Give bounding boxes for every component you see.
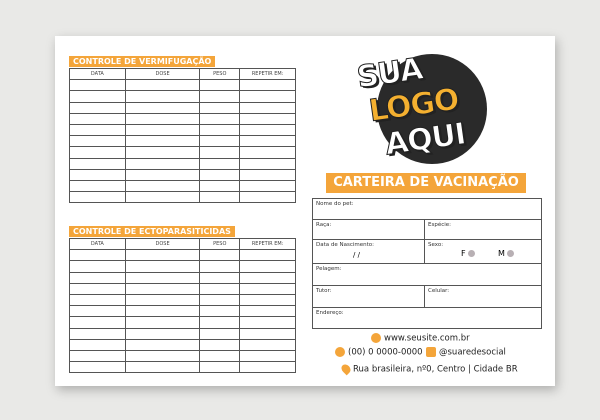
table-cell[interactable] bbox=[200, 136, 240, 147]
table-cell[interactable] bbox=[70, 102, 126, 113]
table-cell[interactable] bbox=[200, 339, 240, 350]
table-row bbox=[70, 136, 296, 147]
table-row bbox=[70, 147, 296, 158]
table-row bbox=[70, 91, 296, 102]
table-cell[interactable] bbox=[125, 294, 200, 305]
table-cell[interactable] bbox=[70, 339, 126, 350]
table-cell[interactable] bbox=[240, 180, 296, 191]
table-cell[interactable] bbox=[70, 283, 126, 294]
column-header: REPETIR EM: bbox=[240, 239, 296, 250]
table-cell[interactable] bbox=[125, 158, 200, 169]
ectoparasiticidas-title: CONTROLE DE ECTOPARASITICIDAS bbox=[69, 226, 235, 237]
table-cell[interactable] bbox=[70, 261, 126, 272]
field-sexo-label: Sexo: bbox=[428, 242, 444, 248]
field-raca[interactable]: Raça: bbox=[313, 220, 541, 240]
f-label: F bbox=[461, 249, 466, 258]
table-cell[interactable] bbox=[200, 147, 240, 158]
table-cell[interactable] bbox=[125, 80, 200, 91]
logo-line1: SUA bbox=[354, 51, 425, 96]
website-text: www.seusite.com.br bbox=[384, 333, 470, 344]
field-celular[interactable]: Celular: bbox=[428, 288, 450, 294]
table-cell[interactable] bbox=[240, 362, 296, 373]
table-cell[interactable] bbox=[240, 250, 296, 261]
table-cell[interactable] bbox=[125, 250, 200, 261]
instagram-icon bbox=[426, 347, 436, 357]
logo-line3: AQUI bbox=[382, 116, 468, 163]
table-cell[interactable] bbox=[200, 250, 240, 261]
table-cell[interactable] bbox=[240, 158, 296, 169]
table-cell[interactable] bbox=[70, 250, 126, 261]
table-cell[interactable] bbox=[200, 272, 240, 283]
field-endereco[interactable]: Endereço: bbox=[316, 310, 344, 316]
m-label: M bbox=[498, 249, 505, 258]
table-row bbox=[70, 294, 296, 305]
table-row bbox=[70, 113, 296, 124]
table-row bbox=[70, 306, 296, 317]
table-row bbox=[70, 192, 296, 203]
logo-line2: LOGO bbox=[367, 81, 461, 130]
globe-icon bbox=[371, 333, 381, 343]
address-text: Rua brasileira, nº0, Centro | Cidade BR bbox=[353, 364, 518, 375]
table-cell[interactable] bbox=[70, 91, 126, 102]
field-tutor[interactable]: Tutor: bbox=[313, 286, 541, 308]
table-row bbox=[70, 328, 296, 339]
field-nome[interactable]: Nome do pet: bbox=[313, 199, 541, 220]
table-cell[interactable] bbox=[125, 136, 200, 147]
table-cell[interactable] bbox=[70, 180, 126, 191]
table-cell[interactable] bbox=[240, 306, 296, 317]
table-cell[interactable] bbox=[125, 317, 200, 328]
table-cell[interactable] bbox=[125, 272, 200, 283]
table-cell[interactable] bbox=[125, 362, 200, 373]
address bbox=[342, 364, 518, 375]
table-cell[interactable] bbox=[240, 192, 296, 203]
table-cell[interactable] bbox=[70, 147, 126, 158]
table-cell[interactable] bbox=[240, 294, 296, 305]
table-cell[interactable] bbox=[240, 339, 296, 350]
table-cell[interactable] bbox=[240, 261, 296, 272]
table-cell[interactable] bbox=[70, 136, 126, 147]
field-nascimento[interactable]: Data de Nascimento: bbox=[313, 240, 541, 264]
column-header: DOSE bbox=[125, 69, 200, 80]
table-cell[interactable] bbox=[125, 169, 200, 180]
table-cell[interactable] bbox=[70, 169, 126, 180]
table-cell[interactable] bbox=[200, 283, 240, 294]
social-text: @suaredesocial bbox=[439, 347, 506, 358]
table-row bbox=[70, 362, 296, 373]
table-cell[interactable] bbox=[70, 192, 126, 203]
table-cell[interactable] bbox=[240, 169, 296, 180]
card-title: CARTEIRA DE VACINAÇÃO bbox=[326, 173, 526, 193]
table-row bbox=[70, 102, 296, 113]
table-cell[interactable] bbox=[200, 102, 240, 113]
column-header: REPETIR EM: bbox=[240, 69, 296, 80]
column-header: PESO bbox=[200, 239, 240, 250]
table-cell[interactable] bbox=[240, 283, 296, 294]
table-cell[interactable] bbox=[200, 169, 240, 180]
table-cell[interactable] bbox=[200, 261, 240, 272]
vermifugacao-table bbox=[69, 68, 296, 203]
table-cell[interactable] bbox=[240, 124, 296, 135]
table-row bbox=[70, 350, 296, 361]
table-cell[interactable] bbox=[240, 136, 296, 147]
table-row bbox=[70, 158, 296, 169]
table-cell[interactable] bbox=[125, 180, 200, 191]
sex-option-f[interactable] bbox=[461, 249, 475, 258]
table-cell[interactable] bbox=[240, 113, 296, 124]
table-row bbox=[70, 317, 296, 328]
social bbox=[426, 347, 506, 358]
table-row bbox=[70, 80, 296, 91]
table-row bbox=[70, 124, 296, 135]
table-cell[interactable] bbox=[240, 328, 296, 339]
table-cell[interactable] bbox=[240, 147, 296, 158]
table-cell[interactable] bbox=[125, 350, 200, 361]
table-cell[interactable] bbox=[200, 362, 240, 373]
table-cell[interactable] bbox=[70, 158, 126, 169]
table-cell[interactable] bbox=[125, 328, 200, 339]
table-cell[interactable] bbox=[125, 306, 200, 317]
table-cell[interactable] bbox=[125, 147, 200, 158]
table-cell[interactable] bbox=[70, 350, 126, 361]
table-cell[interactable] bbox=[200, 192, 240, 203]
location-pin-icon bbox=[340, 363, 353, 376]
table-cell[interactable] bbox=[70, 328, 126, 339]
table-cell[interactable] bbox=[125, 91, 200, 102]
table-cell[interactable] bbox=[240, 317, 296, 328]
table-cell[interactable] bbox=[70, 124, 126, 135]
radio-m[interactable] bbox=[507, 250, 514, 257]
table-cell[interactable] bbox=[125, 192, 200, 203]
phone-text: (00) 0 0000-0000 bbox=[348, 347, 423, 358]
table-cell[interactable] bbox=[200, 91, 240, 102]
date-separators: / / bbox=[353, 251, 360, 259]
table-row bbox=[70, 250, 296, 261]
table-cell[interactable] bbox=[240, 91, 296, 102]
vaccination-card-sheet bbox=[55, 36, 555, 386]
table-cell[interactable] bbox=[70, 362, 126, 373]
table-cell[interactable] bbox=[125, 261, 200, 272]
table-cell[interactable] bbox=[70, 306, 126, 317]
table-cell[interactable] bbox=[200, 328, 240, 339]
table-cell[interactable] bbox=[125, 124, 200, 135]
sex-option-m[interactable] bbox=[498, 249, 514, 258]
table-cell[interactable] bbox=[200, 180, 240, 191]
table-row bbox=[70, 169, 296, 180]
table-row bbox=[70, 283, 296, 294]
table-row bbox=[70, 339, 296, 350]
ectoparasiticidas-table bbox=[69, 238, 296, 373]
table-cell[interactable] bbox=[200, 113, 240, 124]
vermifugacao-title: CONTROLE DE VERMIFUGAÇÃO bbox=[69, 56, 215, 67]
field-pelagem[interactable]: Pelagem: bbox=[313, 264, 541, 286]
table-row bbox=[70, 180, 296, 191]
table-cell[interactable] bbox=[240, 80, 296, 91]
table-cell[interactable] bbox=[70, 294, 126, 305]
table-cell[interactable] bbox=[125, 283, 200, 294]
radio-f[interactable] bbox=[468, 250, 475, 257]
phone-icon bbox=[335, 347, 345, 357]
table-cell[interactable] bbox=[125, 102, 200, 113]
table-cell[interactable] bbox=[200, 158, 240, 169]
logo-placeholder bbox=[354, 51, 495, 166]
column-header: DATA bbox=[70, 239, 126, 250]
table-cell[interactable] bbox=[70, 272, 126, 283]
table-row bbox=[70, 272, 296, 283]
table-cell[interactable] bbox=[200, 80, 240, 91]
column-header: DATA bbox=[70, 69, 126, 80]
phone bbox=[335, 347, 423, 358]
table-cell[interactable] bbox=[200, 306, 240, 317]
website bbox=[371, 333, 470, 344]
table-cell[interactable] bbox=[200, 294, 240, 305]
table-cell[interactable] bbox=[70, 80, 126, 91]
table-cell[interactable] bbox=[70, 317, 126, 328]
table-cell[interactable] bbox=[70, 113, 126, 124]
column-header: PESO bbox=[200, 69, 240, 80]
table-cell[interactable] bbox=[240, 272, 296, 283]
table-cell[interactable] bbox=[125, 113, 200, 124]
table-cell[interactable] bbox=[125, 339, 200, 350]
field-especie[interactable]: Espécie: bbox=[428, 222, 452, 228]
table-cell[interactable] bbox=[240, 102, 296, 113]
table-cell[interactable] bbox=[200, 317, 240, 328]
table-cell[interactable] bbox=[240, 350, 296, 361]
table-cell[interactable] bbox=[200, 124, 240, 135]
column-header: DOSE bbox=[125, 239, 200, 250]
table-row bbox=[70, 261, 296, 272]
table-cell[interactable] bbox=[200, 350, 240, 361]
pet-info-form bbox=[312, 198, 542, 329]
